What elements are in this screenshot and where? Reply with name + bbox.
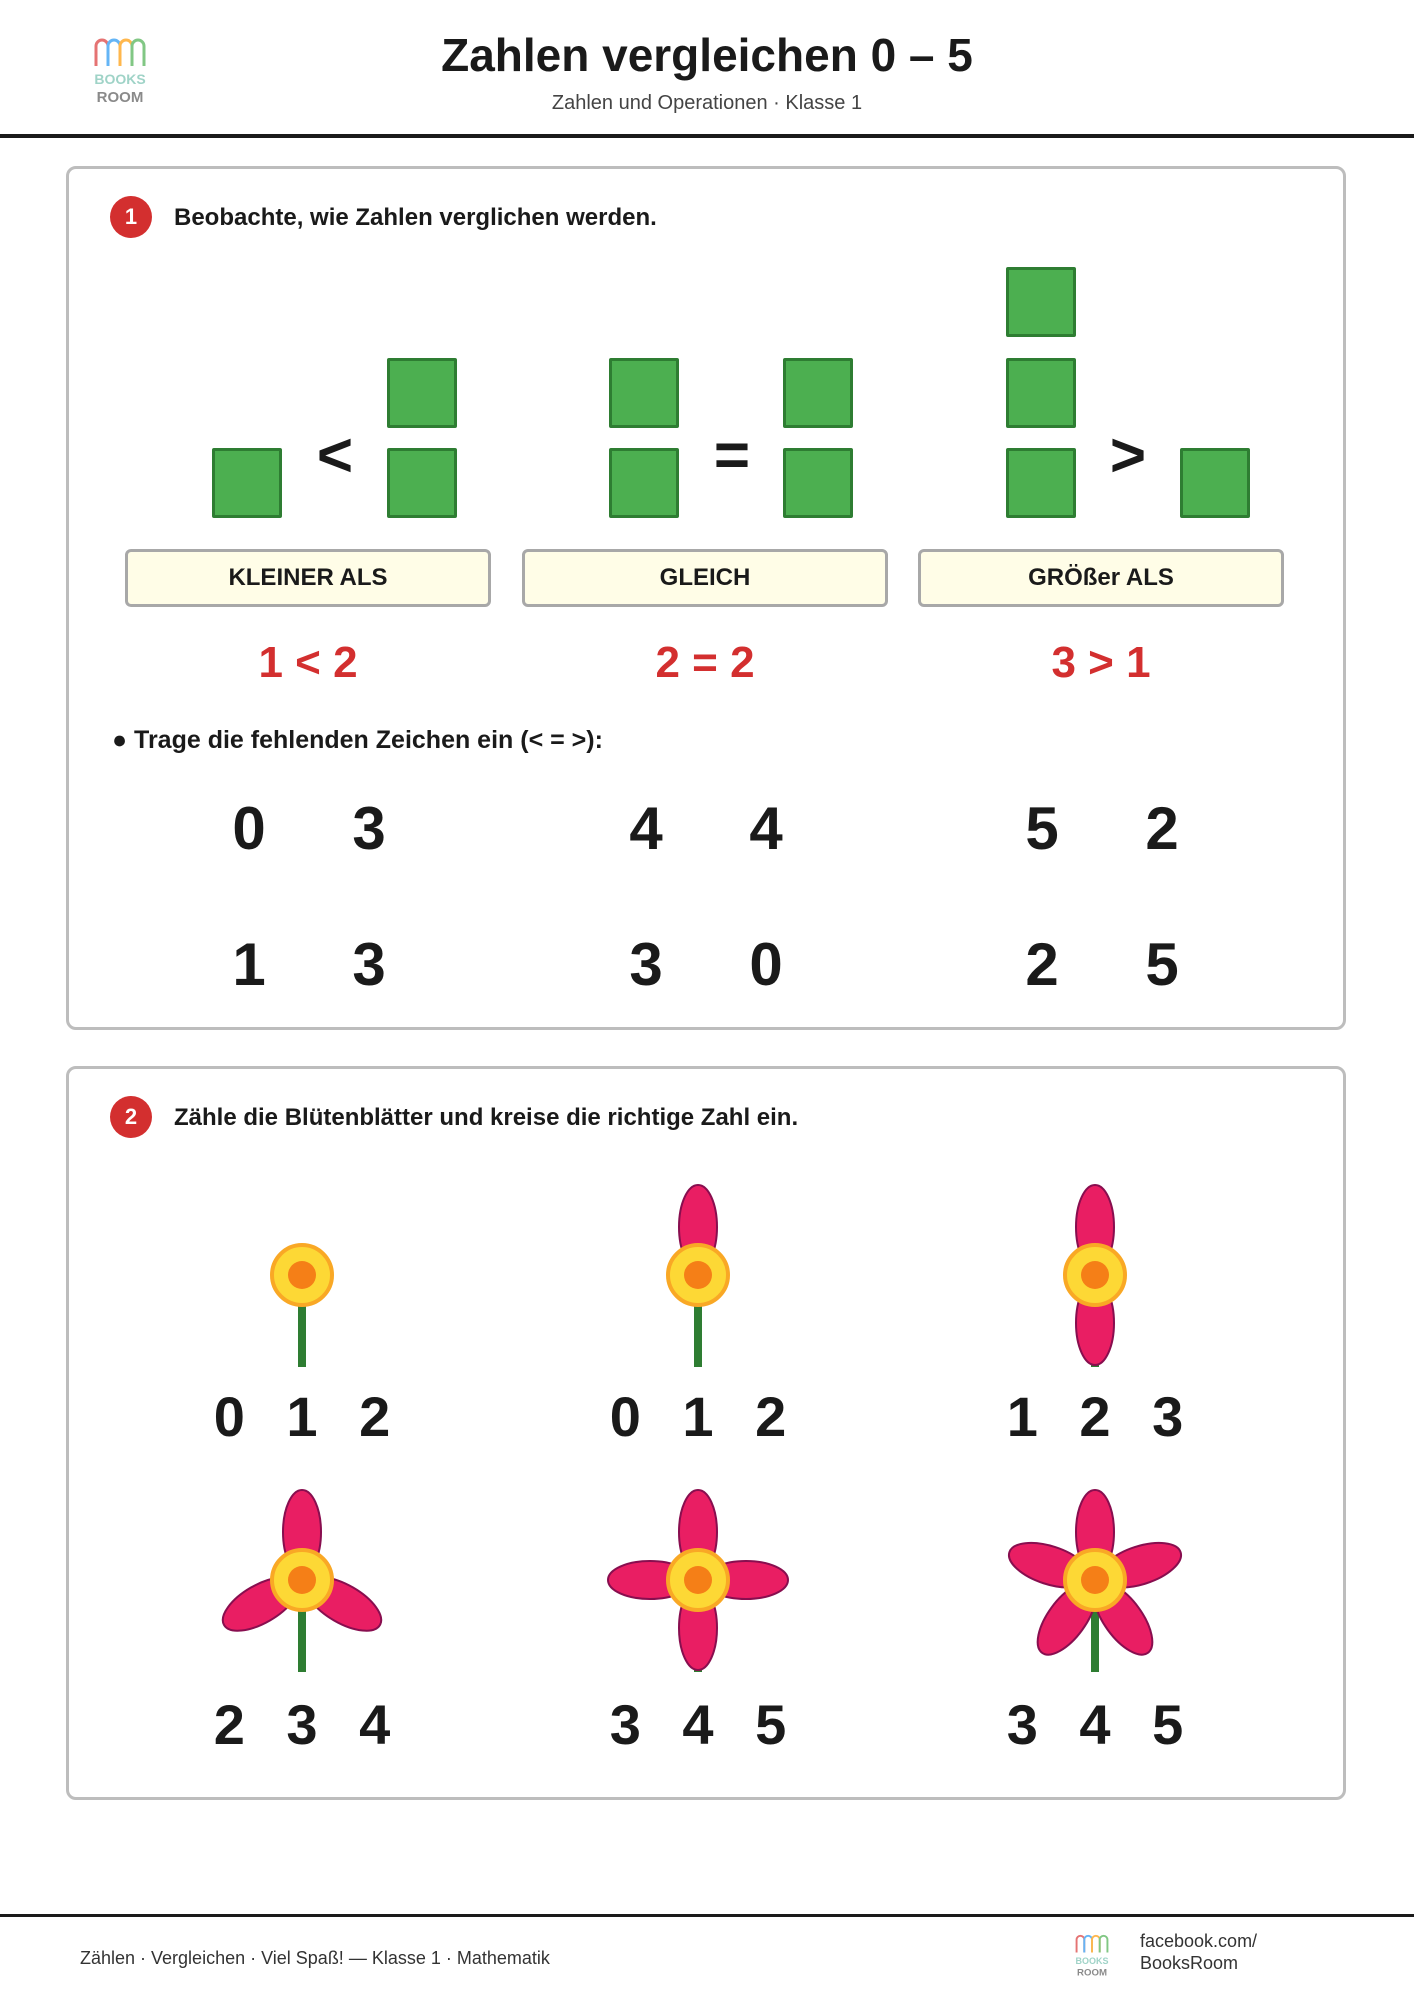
compare-number: 3: [352, 795, 386, 862]
exercise-1-badge: 1: [110, 196, 152, 238]
compare-number: 5: [1025, 795, 1059, 862]
compare-number: 3: [352, 931, 386, 998]
less-than-sign: <: [316, 421, 354, 490]
footer-social-line2: BooksRoom: [1140, 1953, 1239, 1973]
logo-text-books: BOOKS: [94, 71, 146, 87]
page-subtitle: Zahlen und Operationen · Klasse 1: [551, 92, 863, 114]
footer-social[interactable]: [1140, 1930, 1257, 1974]
compare-number: 1: [232, 931, 266, 998]
equal-sign: =: [713, 421, 751, 490]
exercise-2-badge: 2: [110, 1096, 152, 1138]
flower-choices[interactable]: 1 2 3: [1006, 1385, 1184, 1448]
flower-center-dot: [684, 1261, 712, 1289]
greater-than-sign: >: [1109, 421, 1147, 490]
task-instruction: ● Trage die fehlenden Zeichen ein (< = >):: [112, 726, 603, 754]
exercise-1-instruction: Beobachte, wie Zahlen verglichen werden.: [174, 204, 657, 231]
flower-choices[interactable]: 3 4 5: [609, 1693, 787, 1756]
expression-1: 1 < 2: [258, 638, 358, 687]
expression-2: 2 = 2: [655, 638, 755, 687]
compare-number: 0: [232, 795, 266, 862]
flower-choices[interactable]: 0 1 2: [609, 1385, 787, 1448]
flower-center-dot: [1081, 1261, 1109, 1289]
flower-center-dot: [1081, 1566, 1109, 1594]
exercise-2-instruction: Zähle die Blütenblätter und kreise die richtige Zahl ein.: [174, 1104, 799, 1131]
label-gleich: GLEICH: [522, 549, 888, 607]
compare-number: 5: [1145, 931, 1179, 998]
flower-choices[interactable]: 0 1 2: [213, 1385, 391, 1448]
flower-center-dot: [684, 1566, 712, 1594]
footer-text: Zählen · Vergleichen · Viel Spaß! — Klasse 1 · Mathematik: [80, 1948, 550, 1968]
logo-text-room: ROOM: [1077, 1967, 1107, 1979]
compare-number: 0: [749, 931, 783, 998]
label-groesser-als: GRÖßer ALS: [918, 549, 1284, 607]
footer-social-line1: facebook.com/: [1140, 1931, 1258, 1951]
flower-center-dot: [288, 1261, 316, 1289]
compare-number: 4: [629, 795, 663, 862]
booksroom-logo-small: [1074, 1932, 1110, 1982]
logo-text-books: BOOKS: [1075, 1956, 1109, 1967]
footer-divider: [0, 1914, 1414, 1917]
flower-choices[interactable]: 2 3 4: [213, 1693, 391, 1756]
logo-text-room: ROOM: [96, 89, 144, 106]
compare-number: 4: [749, 795, 783, 862]
page-title: Zahlen vergleichen 0 – 5: [441, 29, 973, 81]
compare-number: 3: [629, 931, 663, 998]
compare-number: 2: [1145, 795, 1179, 862]
flower-choices[interactable]: 3 4 5: [1006, 1693, 1184, 1756]
compare-number: 2: [1025, 931, 1059, 998]
expression-3: 3 > 1: [1051, 638, 1151, 687]
flower-center-dot: [288, 1566, 316, 1594]
label-kleiner-als: KLEINER ALS: [125, 549, 491, 607]
